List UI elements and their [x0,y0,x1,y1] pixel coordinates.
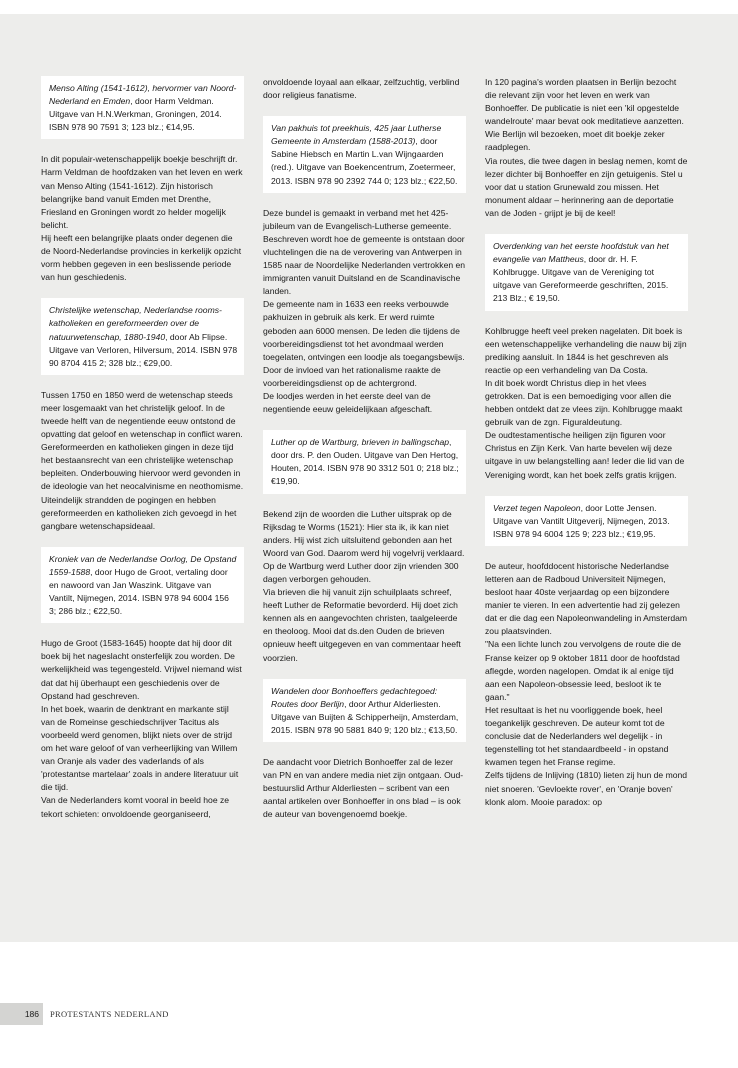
body-paragraph: Tussen 1750 en 1850 werd de wetenschap steeds meer losgemaakt van het christelijk geloof. In de tweede helft van de negentiende eeuw ontstond de opvatting dat geloof en wetenschap in conflict waren. Gereformeerden en katholieken gingen in deze tijd het bestaansrecht van een christelijke wetenschap bepleiten. Onderbouwing hiervoor werd gevonden in de ideologie van het neocalvinisme en neothomisme. Uiteindelijk strandden de pogingen en hebben gereformeerden en katholieken zich gevoegd in het gangbare wetenschapsideaal. [41,389,244,531]
review-box [263,679,466,742]
review-title: Verzet tegen Napoleon [493,502,581,513]
body-paragraph: Bekend zijn de woorden die Luther uitsprak op de Rijksdag te Worms (1521): Hier sta ik, ik kan niet anders. Hij wist zich uitsluitend gebonden aan het Woord van God. Daarom werd hij vogelvrij verklaard. Op de Wartburg werd Luther door zijn vrienden 300 dagen verborgen gehouden. Via brieven die hij vanuit zijn schuilplaats schreef, heeft Luther de Reformatie bevorderd. Hij doet zich kennen als en aangevochten christen, taalgeleerde en theoloog. Mooi dat ds.den Ouden de brieven opnieuw heeft uitgegeven en van commentaar heeft voorzien. [263,508,465,663]
review-title: Wandelen door Bonhoeffers gedachtegoed: Routes door Berlijn [271,685,438,709]
review-title: Van pakhuis tot preekhuis, 425 jaar Lutherse Gemeente in Amsterdam (1588-2013) [271,123,442,147]
body-paragraph: onvoldoende loyaal aan elkaar, zelfzuchtig, verblind door religieus fanatisme. [263,77,460,101]
review-details: , door Ab Flipse. Uitgave van Verloren, Hilversum, 2014. ISBN 978 90 8704 415 2; 328 blz.; €29,00. [49,331,238,368]
review-box [485,234,688,310]
review-box [263,430,466,493]
body-paragraph: De auteur, hoofddocent historische Nederlandse letteren aan de Radboud Universiteit Nijmegen, besloot haar 40ste verjaardag op een bijzondere manier te vieren. In een advertentie had zij gelezen dat er die dag een Napoleonwandeling in Amsterdam zou plaatsvinden. "Na een lichte lunch zou vervolgens de route die de Franse keizer op 9 oktober 1811 door de hoofdstad aflegde, worden nagelopen. Omdat ik al enige tijd aan een Napoleon-obsessie leed, besloot ik te gaan." Het resultaat is het nu voorliggende boek, heel toegankelijk geschreven. De auteur komt tot de conclusie dat de Nederlanders wel degelijk - in tegenstelling tot het standaardbeeld - in opstand kwamen tegen het Franse regime. Zelfs tijdens de Inlijving (1810) lieten zij hun de mond niet snoeren. 'Gevloekte rover', en 'Oranje boven' klonk alom. Mooie paradox: op [485,560,688,807]
page-number-tab [0,1003,43,1025]
review-title: Luther op de Wartburg, brieven in ballingschap [271,437,450,448]
review-details: , door Arthur Alderliesten. Uitgave van Buijten & Schipperheijn, Amsterdam, 2015. ISBN 978 90 5881 840 9; 120 blz.; €13,50. [271,698,459,735]
body-paragraph: Kohlbrugge heeft veel preken nagelaten. Dit boek is een wetenschappelijke verhandeling die nauw bij zijn prediking aansluit. In 1844 is het geschreven als reactie op een verhandeling van Da Costa. In dit boek wordt Christus diep in het vlees getrokken. Dat is een bemoediging voor allen die hebben ontdekt dat ze vlees zijn. Kohlbrugge maakt gebruik van de zgn. Figuraldeutung. De oudtestamentische heiligen zijn figuren voor Christus en Zijn Kerk. Van harte bevelen wij deze uitgave in uw belangstelling aan! Ieder die lid van de Vereniging wordt, kan het boek zelfs gratis krijgen. [485,325,687,480]
review-box [263,116,466,192]
column-left [41,76,244,821]
review-box [41,76,244,139]
page-number: 186 [24,1009,39,1019]
review-details: , door Lotte Jensen. Uitgave van Vantilt Uitgeverij, Nijmegen, 2013. ISBN 978 94 6004 125 9; 223 blz.; €19,95. [493,502,670,539]
body-paragraph: Hugo de Groot (1583-1645) hoopte dat hij door dit boek bij het nageslacht onsterfelijk zou worden. De werkelijkheid was tegengesteld. Vrijwel niemand wist dat dat hij überhaupt een geschiedenis over de Opstand had geschreven. In het boek, waarin de denktrant en markante stijl van de Romeinse geschiedschrijver Tacitus als voorbeeld werd genomen, blijkt niets over de strijd om het ware geloof of van verheerlijking van Willem van Oranje als vader des vaderlands of als 'protestantse martelaar' zoals in andere literatuur uit die tijd. Van de Nederlanders komt vooral in beeld hoe ze tekort schieten: onvoldoende georganiseerd, [41,638,242,819]
page-footer [0,1003,300,1025]
review-details: , door Sabine Hiebsch en Martin L.van Wijngaarden (red.). Uitgave van Boekencentrum, Zoetermeer, 2013. ISBN 978 90 2392 744 0; 123 blz.; €22,50. [271,136,458,186]
body-paragraph: In dit populair-wetenschappelijk boekje beschrijft dr. Harm Veldman de hoofdzaken van het leven en werk van Menso Alting (1541-1612). Zijn historisch belangrijke band vanuit Emden met Drenthe, Friesland en Groningen wordt zo helder mogelijk belicht. Hij heeft een belangrijke plaats onder degenen die de Noord-Nederlandse provincies in kerkelijk opzicht vorm hebben gegeven in een beslissende periode van hun geschiedenis. [41,154,243,283]
magazine-name: PROTESTANTS NEDERLAND [50,1009,169,1019]
column-right [485,76,688,809]
column-middle [263,76,466,822]
review-title: Menso Alting (1541-1612), hervormer van Noord-Nederland en Emden [49,83,237,107]
review-details: , door Hugo de Groot, vertaling door en nawoord van Jan Waszink. Uitgave van Vantilt, Nijmegen, 2014. ISBN 978 94 6004 156 3; 286 blz.; €22,50. [49,566,229,617]
review-box [41,298,244,374]
review-title: Christelijke wetenschap, Nederlandse rooms-katholieken en gereformeerden over de natuurwetenschap, 1880-1940 [49,305,222,342]
body-paragraph: Deze bundel is gemaakt in verband met het 425-jubileum van de Evangelisch-Lutherse gemeente. Beschreven wordt hoe de gemeente is ontstaan door vluchtelingen die na de verovering van Antwerpen in 1585 naar de Noordelijke Nederlanden vertrokken en immigranten vanuit Duitsland en de Scandinavische landen. De gemeente nam in 1633 een reeks verbouwde pakhuizen in gebruik als kerk. Er werd ruimte geboden aan 6000 mensen. De leden die tijdens de voorbereidingsdienst tot het avondmaal werden toegelaten, ontvingen een loodje als toegangsbewijs. Door de invloed van het rationalisme raakte de voorbereidingsdienst op de achtergrond. De loodjes werden in het eerste deel van de negentiende eeuw geleidelijkaan afgeschaft. [263,207,466,415]
body-paragraph: In 120 pagina's worden plaatsen in Berlijn bezocht die relevant zijn voor het leven en werk van Bonhoeffer. De publicatie is niet een 'kil opgestelde wandelroute' maar bevat ook meditatieve aanzetten. Wie Berlijn wil bezoeken, moet dit boekje zeker raadplegen. Via routes, die twee dagen in beslag nemen, komt de lezer dichter bij Bonhoeffer en zijn getuigenis. Stel u voor dat u station Grunewald zou missen. Het monument aldaar – herinnering aan de deportatie van de Joden - grijpt je bij de keel! [485,77,688,218]
review-title: Kroniek van de Nederlandse Oorlog, De Opstand 1559-1588 [49,553,237,577]
review-box [41,547,244,623]
review-box [485,496,688,546]
review-title: Overdenking van het eerste hoofdstuk van het evangelie van Mattheus [493,241,669,265]
review-details: , door dr. H. F. Kohlbrugge. Uitgave van de Vereniging tot uitgave van Gereformeerde geschriften, 2015. 213 Blz.; € 19,50. [493,254,669,304]
review-details: , door Harm Veldman. Uitgave van H.N.Werkman, Groningen, 2014. ISBN 978 90 7591 3; 123 blz.; €14,95. [49,96,222,133]
review-details: , door drs. P. den Ouden. Uitgave van Den Hertog, Houten, 2014. ISBN 978 90 3312 501 0; 218 blz.; €19,90. [271,437,459,487]
body-paragraph: De aandacht voor Dietrich Bonhoeffer zal de lezer van PN en van andere media niet zijn ontgaan. Oud-bestuurslid Arthur Alderliesten – scribent van een aantal artikelen over Bonhoeffer in ons blad – is ook de auteur van bovengenoemd boekje. [263,757,464,820]
